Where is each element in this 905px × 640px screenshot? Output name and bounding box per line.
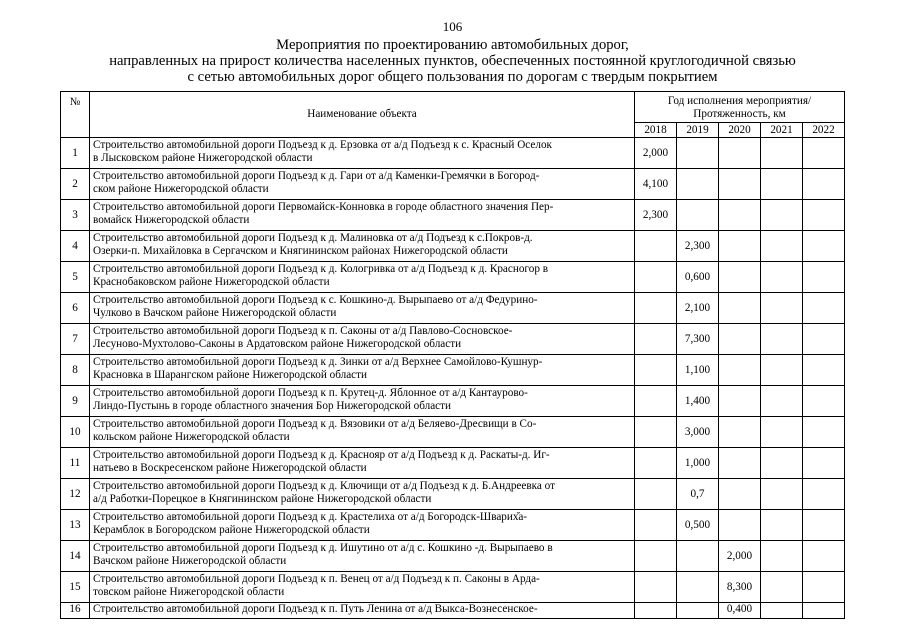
length-cell-2021	[761, 138, 803, 169]
object-name-line: Строительство автомобильной дороги Подъезд к д. Кологривка от а/д Подъезд к д. Красногор в	[93, 263, 548, 275]
row-number: 5	[61, 262, 90, 293]
row-object-name	[90, 572, 635, 603]
length-cell-2021	[761, 603, 803, 619]
length-cell-2022	[803, 138, 845, 169]
length-cell-2020	[719, 138, 761, 169]
row-object-name	[90, 169, 635, 200]
length-cell-2020: 8,300	[719, 572, 761, 603]
length-cell-2019	[677, 138, 719, 169]
length-cell-2019: 2,300	[677, 231, 719, 262]
length-cell-2020	[719, 448, 761, 479]
length-cell-2021	[761, 324, 803, 355]
length-cell-2019: 1,000	[677, 448, 719, 479]
table-row	[61, 541, 845, 572]
object-name-line: Строительство автомобильной дороги Подъезд к д. Ерзовка от а/д Подъезд к с. Красный Оселок	[93, 139, 552, 151]
length-cell-2022	[803, 293, 845, 324]
length-cell-2020	[719, 293, 761, 324]
object-name-line: Озерки-п. Михайловка в Сергачском и Княгининском районах Нижегородской области	[93, 245, 508, 257]
length-cell-2019: 0,500	[677, 510, 719, 541]
object-name-line: Краснобаковском районе Нижегородской области	[93, 276, 330, 288]
length-cell-2020	[719, 231, 761, 262]
table-body	[61, 138, 845, 619]
length-cell-2018	[635, 386, 677, 417]
length-cell-2022	[803, 572, 845, 603]
length-cell-2018: 4,100	[635, 169, 677, 200]
row-object-name	[90, 510, 635, 541]
length-cell-2022	[803, 541, 845, 572]
row-object-name	[90, 448, 635, 479]
row-number: 4	[61, 231, 90, 262]
length-cell-2022	[803, 386, 845, 417]
table-row	[61, 200, 845, 231]
object-name-line: Линдо-Пустынь в городе областного значения Бор Нижегородской области	[93, 400, 452, 412]
length-cell-2021	[761, 262, 803, 293]
length-cell-2021	[761, 293, 803, 324]
object-name-line: Строительство автомобильной дороги Подъезд к д. Ключищи от а/д Подъезд к д. Б.Андреевка от	[93, 480, 555, 492]
table-row	[61, 417, 845, 448]
row-object-name	[90, 138, 635, 169]
row-object-name	[90, 324, 635, 355]
table-row	[61, 572, 845, 603]
length-cell-2020	[719, 169, 761, 200]
length-cell-2021	[761, 479, 803, 510]
length-cell-2022	[803, 355, 845, 386]
row-object-name	[90, 417, 635, 448]
row-number: 15	[61, 572, 90, 603]
row-object-name	[90, 231, 635, 262]
header-year-line-1: Год исполнения мероприятия/	[667, 95, 812, 107]
length-cell-2020: 2,000	[719, 541, 761, 572]
row-number: 7	[61, 324, 90, 355]
length-cell-2021	[761, 572, 803, 603]
length-cell-2021	[761, 510, 803, 541]
length-cell-2018	[635, 448, 677, 479]
length-cell-2019	[677, 603, 719, 619]
length-cell-2022	[803, 417, 845, 448]
roads-table	[60, 91, 845, 619]
table-row	[61, 479, 845, 510]
header-year-2019: 2019	[677, 123, 719, 138]
table-row	[61, 603, 845, 619]
row-number: 2	[61, 169, 90, 200]
row-number: 13	[61, 510, 90, 541]
row-object-name	[90, 386, 635, 417]
length-cell-2019: 7,300	[677, 324, 719, 355]
length-cell-2019	[677, 541, 719, 572]
object-name-line: Строительство автомобильной дороги Подъезд к д. Малиновка от а/д Подъезд к с.Покров-д.	[93, 232, 533, 244]
length-cell-2020	[719, 510, 761, 541]
length-cell-2022	[803, 200, 845, 231]
table-row	[61, 448, 845, 479]
length-cell-2018	[635, 324, 677, 355]
length-cell-2022	[803, 448, 845, 479]
length-cell-2018: 2,000	[635, 138, 677, 169]
object-name-line: ском районе Нижегородской области	[93, 183, 269, 195]
length-cell-2019: 1,100	[677, 355, 719, 386]
length-cell-2018	[635, 572, 677, 603]
length-cell-2021	[761, 200, 803, 231]
object-name-line: кольском районе Нижегородской области	[93, 431, 290, 443]
length-cell-2019: 1,400	[677, 386, 719, 417]
table-row	[61, 510, 845, 541]
object-name-line: Строительство автомобильной дороги Подъезд к п. Венец от а/д Подъезд к п. Саконы в Арда-	[93, 573, 540, 585]
object-name-line: Красновка в Шарангском районе Нижегородской области	[93, 369, 368, 381]
object-name-line: в Лысковском районе Нижегородской области	[93, 152, 313, 164]
title-line-1: Мероприятия по проектированию автомобильных дорог,	[276, 37, 629, 53]
object-name-line: Строительство автомобильной дороги Первомайск-Конновка в городе областного значения Пер-	[93, 201, 554, 213]
length-cell-2018: 2,300	[635, 200, 677, 231]
length-cell-2018	[635, 417, 677, 448]
object-name-line: Лесуново-Мухтолово-Саконы в Ардатовском районе Нижегородской области	[93, 338, 462, 350]
length-cell-2022	[803, 510, 845, 541]
length-cell-2018	[635, 603, 677, 619]
document-title	[0, 37, 905, 85]
length-cell-2022	[803, 169, 845, 200]
object-name-line: Строительство автомобильной дороги Подъезд к д. Вязовики от а/д Беляево-Дресвищи в Со-	[93, 418, 537, 430]
object-name-line: Строительство автомобильной дороги Подъезд к с. Кошкино-д. Вырыпаево от а/д Федурино-	[93, 294, 538, 306]
row-object-name	[90, 355, 635, 386]
title-line-3: с сетью автомобильных дорог общего пользования по дорогам с твердым покрытием	[187, 69, 718, 85]
object-name-line: натьево в Воскресенском районе Нижегородской области	[93, 462, 367, 474]
header-year-2020: 2020	[719, 123, 761, 138]
row-object-name	[90, 603, 635, 619]
object-name-line: а/д Работки-Порецкое в Княгининском районе Нижегородской области	[93, 493, 432, 505]
object-name-line: Строительство автомобильной дороги Подъезд к д. Гари от а/д Каменки-Гремячки в Богород-	[93, 170, 540, 182]
table-row	[61, 324, 845, 355]
row-number: 9	[61, 386, 90, 417]
length-cell-2019	[677, 169, 719, 200]
object-name-line: Строительство автомобильной дороги Подъезд к д. Краснояр от а/д Подъезд к д. Раскаты-д. Иг-	[93, 449, 550, 461]
length-cell-2018	[635, 293, 677, 324]
row-object-name	[90, 293, 635, 324]
row-number: 12	[61, 479, 90, 510]
object-name-line: Строительство автомобильной дороги Подъезд к п. Путь Ленина от а/д Выкса-Вознесенское-	[93, 603, 538, 615]
length-cell-2022	[803, 324, 845, 355]
length-cell-2022	[803, 262, 845, 293]
row-object-name	[90, 479, 635, 510]
page-number: 106	[442, 19, 463, 34]
row-number: 10	[61, 417, 90, 448]
header-year-2022: 2022	[803, 123, 845, 138]
length-cell-2022	[803, 479, 845, 510]
length-cell-2019	[677, 572, 719, 603]
length-cell-2018	[635, 541, 677, 572]
length-cell-2021	[761, 541, 803, 572]
length-cell-2019: 0,600	[677, 262, 719, 293]
table-row	[61, 293, 845, 324]
header-year-2018: 2018	[635, 123, 677, 138]
header-object-name: Наименование объекта	[90, 92, 635, 138]
row-number: 16	[61, 603, 90, 619]
object-name-line: Вачском районе Нижегородской области	[93, 555, 287, 567]
length-cell-2019	[677, 200, 719, 231]
length-cell-2021	[761, 169, 803, 200]
length-cell-2018	[635, 231, 677, 262]
object-name-line: Строительство автомобильной дороги Подъезд к п. Саконы от а/д Павлово-Сосновское-	[93, 325, 513, 337]
title-line-2: направленных на прирост количества населенных пунктов, обеспеченных постоянной круглогодичной связью	[109, 53, 796, 69]
length-cell-2019: 0,7	[677, 479, 719, 510]
row-object-name	[90, 541, 635, 572]
table-row	[61, 355, 845, 386]
length-cell-2021	[761, 386, 803, 417]
length-cell-2018	[635, 510, 677, 541]
object-name-line: Строительство автомобильной дороги Подъезд к д. Ишутино от а/д с. Кошкино -д. Вырыпаево в	[93, 542, 553, 554]
table-row	[61, 231, 845, 262]
table-row	[61, 138, 845, 169]
object-name-line: товском районе Нижегородской области	[93, 586, 285, 598]
row-number: 14	[61, 541, 90, 572]
length-cell-2021	[761, 355, 803, 386]
length-cell-2021	[761, 417, 803, 448]
header-year-line-2: Протяженность, км	[693, 108, 786, 120]
length-cell-2021	[761, 448, 803, 479]
object-name-line: Строительство автомобильной дороги Подъезд к д. Крастелиха от а/д Богородск-Шварих̆а-	[93, 511, 528, 523]
header-number: №	[61, 92, 90, 138]
table-row	[61, 169, 845, 200]
length-cell-2020	[719, 386, 761, 417]
length-cell-2020	[719, 200, 761, 231]
length-cell-2020	[719, 262, 761, 293]
row-object-name	[90, 200, 635, 231]
length-cell-2019: 3,000	[677, 417, 719, 448]
row-number: 8	[61, 355, 90, 386]
length-cell-2020	[719, 417, 761, 448]
length-cell-2022	[803, 231, 845, 262]
row-object-name	[90, 262, 635, 293]
table-row	[61, 386, 845, 417]
length-cell-2018	[635, 262, 677, 293]
length-cell-2020	[719, 479, 761, 510]
object-name-line: Строительство автомобильной дороги Подъезд к д. Зинки от а/д Верхнее Самойлово-Кушнур-	[93, 356, 543, 368]
object-name-line: Строительство автомобильной дороги Подъезд к п. Крутец-д. Яблонное от а/д Кантаурово-	[93, 387, 528, 399]
length-cell-2018	[635, 355, 677, 386]
length-cell-2019: 2,100	[677, 293, 719, 324]
row-number: 11	[61, 448, 90, 479]
length-cell-2020	[719, 324, 761, 355]
row-number: 1	[61, 138, 90, 169]
length-cell-2020: 0,400	[719, 603, 761, 619]
header-year-2021: 2021	[761, 123, 803, 138]
length-cell-2020	[719, 355, 761, 386]
length-cell-2022	[803, 603, 845, 619]
object-name-line: Чулково в Вачском районе Нижегородской области	[93, 307, 337, 319]
object-name-line: Керамблок в Богородском районе Нижегородской области	[93, 524, 370, 536]
table-row	[61, 262, 845, 293]
header-year-length	[635, 92, 845, 123]
length-cell-2018	[635, 479, 677, 510]
length-cell-2021	[761, 231, 803, 262]
object-name-line: вомайск Нижегородской области	[93, 214, 250, 226]
row-number: 3	[61, 200, 90, 231]
row-number: 6	[61, 293, 90, 324]
